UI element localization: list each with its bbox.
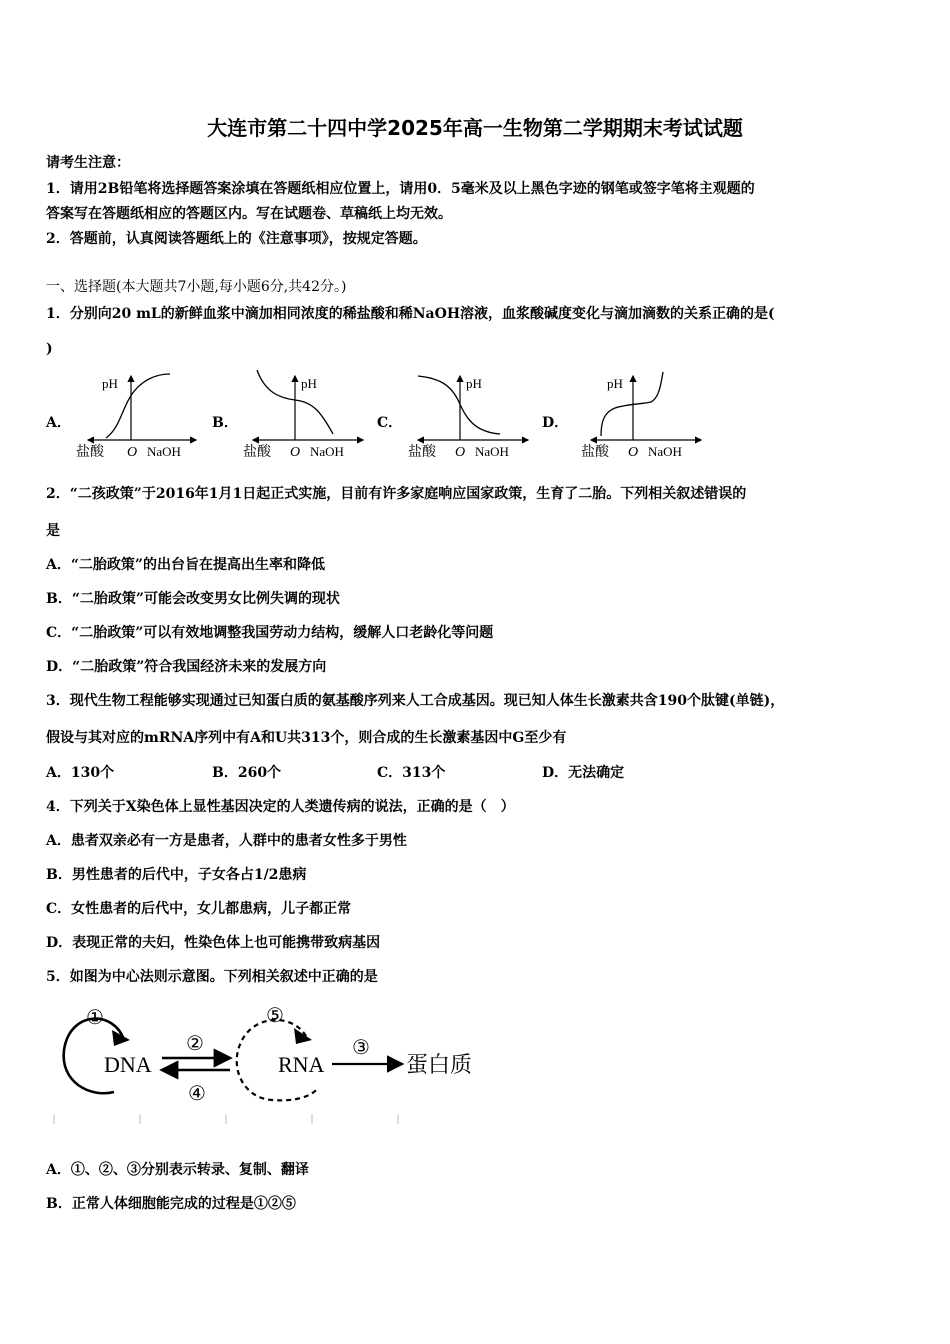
- q3-stem: 3．现代生物工程能够实现通过已知蛋白质的氨基酸序列来人工合成基因。现已知人体生长激素共含190个肽键(单链)，: [46, 693, 785, 709]
- q1-graph-c: [408, 368, 532, 464]
- q1-graph-c-acid: 盐酸: [408, 445, 436, 460]
- central-dogma-diagram: [50, 1000, 490, 1130]
- q4-stem: 4．下列关于X染色体上显性基因决定的人类遗传病的说法，正确的是（ ）: [46, 799, 515, 815]
- q1-graph-d: [581, 368, 705, 464]
- q1-graph-a-ph: pH: [102, 376, 118, 391]
- q5-option-a: A．①、②、③分别表示转录、复制、翻译: [46, 1162, 309, 1178]
- q1-stem: 1．分别向20 mL的新鲜血浆中滴加相同浓度的稀盐酸和稀NaOH溶液，血浆酸碱度变化与滴加滴数的关系正确的是(: [46, 306, 775, 322]
- q1-graph-c-origin: O: [455, 445, 466, 460]
- q1-option-c: C．: [377, 415, 403, 431]
- q3-stem-cont: 假设与其对应的mRNA序列中有A和U共313个，则合成的生长激素基因中G至少有: [46, 730, 567, 746]
- q1-graph-b-base: NaOH: [310, 444, 344, 459]
- protein-label: 蛋白质: [406, 1052, 473, 1077]
- q3-option-c: C．313个: [377, 765, 446, 781]
- q3-option-a: A．130个: [46, 765, 115, 781]
- q1-graph-a-base: NaOH: [147, 444, 181, 459]
- label-5: ⑤: [266, 1005, 284, 1027]
- q1-graph-d-base: NaOH: [648, 444, 682, 459]
- q1-graph-c-ph: pH: [466, 376, 482, 391]
- notice-item-2: 2．答题前，认真阅读答题纸上的《注意事项》，按规定答题。: [46, 231, 427, 247]
- notice-item-1-cont: 答案写在答题纸相应的答题区内。写在试题卷、草稿纸上均无效。: [46, 206, 452, 222]
- q4-option-c: C．女性患者的后代中，女儿都患病，儿子都正常: [46, 901, 352, 917]
- q1-stem-cont: ): [46, 341, 53, 357]
- q1-graph-a: [76, 368, 200, 464]
- q1-graph-b-acid: 盐酸: [243, 445, 271, 460]
- q3-option-d: D．无法确定: [542, 765, 625, 781]
- q2-stem: 2．“二孩政策”于2016年1月1日起正式实施，目前有许多家庭响应国家政策，生育了二胎。下列相关叙述错误的: [46, 486, 747, 502]
- q3-option-b: B．260个: [212, 765, 282, 781]
- q4-option-d: D．表现正常的夫妇，性染色体上也可能携带致病基因: [46, 935, 381, 951]
- label-2: ②: [186, 1033, 204, 1055]
- q4-option-a: A．患者双亲必有一方是患者，人群中的患者女性多于男性: [46, 833, 407, 849]
- q2-option-a: A．“二胎政策”的出台旨在提高出生率和降低: [46, 557, 325, 573]
- label-3: ③: [352, 1037, 370, 1059]
- q1-option-a: A．: [46, 415, 71, 431]
- notice-item-1: 1．请用2B铅笔将选择题答案涂填在答题纸相应位置上，请用0．5毫米及以上黑色字迹的钢笔或签字笔将主观题的: [46, 181, 755, 197]
- q1-graph-a-origin: O: [127, 445, 138, 460]
- dna-label: DNA: [104, 1052, 152, 1077]
- notice-heading: 请考生注意：: [46, 155, 130, 171]
- q2-stem-cont: 是: [46, 523, 60, 539]
- q1-graph-b-origin: O: [290, 445, 301, 460]
- q2-option-b: B．“二胎政策”可能会改变男女比例失调的现状: [46, 591, 340, 607]
- label-1: ①: [86, 1007, 104, 1029]
- rna-label: RNA: [278, 1052, 325, 1077]
- q4-option-b: B．男性患者的后代中，子女各占1/2患病: [46, 867, 307, 883]
- q2-option-c: C．“二胎政策”可以有效地调整我国劳动力结构，缓解人口老龄化等问题: [46, 625, 494, 641]
- q1-graph-b-ph: pH: [301, 376, 317, 391]
- q1-option-d: D．: [542, 415, 569, 431]
- q1-graph-d-origin: O: [628, 445, 639, 460]
- page-title: 大连市第二十四中学2025年高一生物第二学期期末考试试题: [207, 116, 743, 140]
- q2-option-d: D．“二胎政策”符合我国经济未来的发展方向: [46, 659, 327, 675]
- q5-stem: 5．如图为中心法则示意图。下列相关叙述中正确的是: [46, 969, 378, 985]
- q5-option-b: B．正常人体细胞能完成的过程是①②⑤: [46, 1196, 296, 1212]
- q1-graph-d-acid: 盐酸: [581, 445, 609, 460]
- q1-option-b: B．: [212, 415, 238, 431]
- section-heading: 一、选择题(本大题共7小题,每小题6分,共42分。): [46, 279, 347, 295]
- q1-graph-d-ph: pH: [607, 376, 623, 391]
- q1-graph-c-base: NaOH: [475, 444, 509, 459]
- label-4: ④: [188, 1083, 206, 1105]
- q1-graph-a-acid: 盐酸: [76, 445, 104, 460]
- q1-graph-b: [243, 368, 367, 464]
